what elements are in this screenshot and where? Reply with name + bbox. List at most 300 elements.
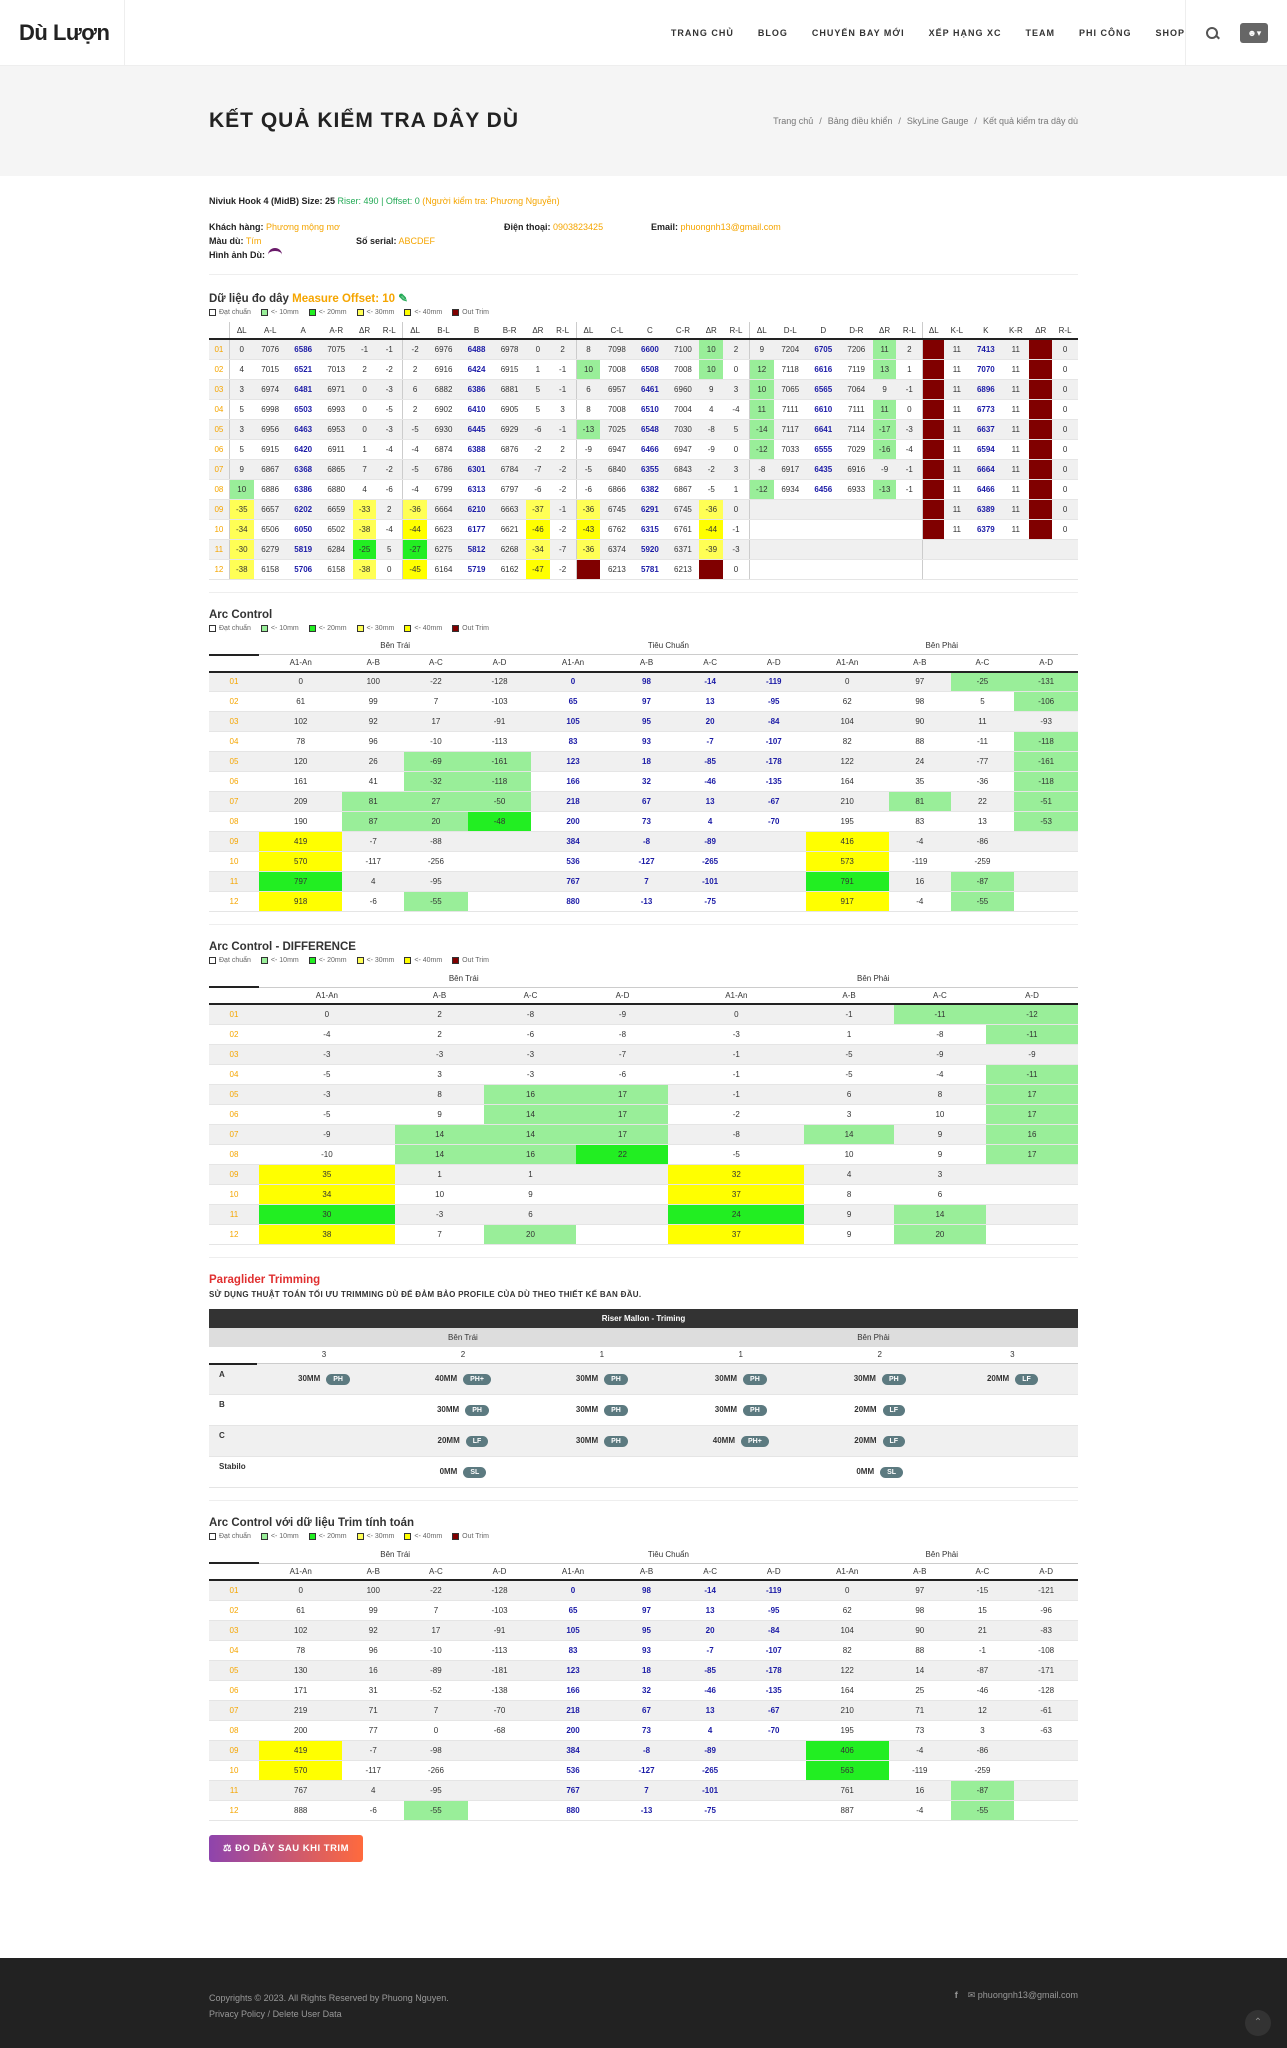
table-cell: -17 [873, 419, 897, 439]
table-cell: 11 [944, 419, 969, 439]
table-cell: 11 [1002, 359, 1029, 379]
table-cell: 22 [951, 792, 1015, 812]
table-cell: 6213 [666, 559, 699, 579]
trim-badge: PH [604, 1405, 628, 1416]
table-cell: -69 [404, 752, 468, 772]
table-cell [1002, 539, 1029, 559]
table-cell: 8 [576, 399, 600, 419]
table-cell: 17 [404, 1620, 468, 1640]
table-row [209, 499, 1078, 519]
table-cell: 0 [723, 439, 749, 459]
edit-icon[interactable]: ✎ [398, 293, 408, 305]
table-cell: 6623 [427, 519, 460, 539]
table-cell: 67 [615, 792, 679, 812]
table-row [209, 1004, 1078, 1024]
table-cell: 9 [894, 1124, 986, 1144]
table-cell [1029, 339, 1052, 359]
table-cell: 6463 [287, 419, 320, 439]
table-cell: 6210 [460, 499, 493, 519]
table-cell: 10 [699, 359, 723, 379]
table-cell: 83 [531, 732, 614, 752]
table-cell: -43 [576, 519, 600, 539]
table-cell: -75 [678, 1800, 742, 1820]
table-cell: 24 [889, 752, 951, 772]
table-cell: -14 [678, 672, 742, 692]
empty-header [209, 1347, 257, 1364]
table-header-row [209, 655, 1078, 672]
table-cell: 917 [806, 892, 889, 912]
table-cell: 1 [526, 359, 550, 379]
table-cell: 6521 [287, 359, 320, 379]
table-cell: 82 [806, 732, 889, 752]
table-cell: 03 [209, 712, 259, 732]
table-cell: 166 [531, 772, 614, 792]
table-cell: 65 [531, 692, 614, 712]
table-cell: 123 [531, 1660, 614, 1680]
table-cell: 20 [678, 712, 742, 732]
table-cell: 78 [259, 1640, 342, 1660]
nav-item[interactable]: XẾP HẠNG XC [928, 28, 1002, 38]
table-cell: 4 [342, 872, 404, 892]
table-cell: 02 [209, 1024, 259, 1044]
table-cell: 573 [806, 852, 889, 872]
trim-row [209, 1426, 1078, 1457]
table-cell: 7025 [600, 419, 633, 439]
table-cell: 888 [259, 1800, 342, 1820]
search-icon[interactable] [1205, 26, 1219, 40]
table-cell: 09 [209, 1740, 259, 1760]
trim-row-label: Stabilo [209, 1457, 257, 1488]
table-cell: 83 [531, 1640, 614, 1660]
group-header: Bên Phải [806, 1546, 1078, 1563]
table-cell: 62 [806, 692, 889, 712]
table-cell: -5 [804, 1044, 894, 1064]
table-cell: 11 [944, 519, 969, 539]
table-cell: 7 [615, 872, 679, 892]
color-value: Tím [245, 236, 262, 246]
table-cell: 7 [404, 692, 468, 712]
table-cell: 97 [889, 672, 951, 692]
table-cell: 02 [209, 359, 229, 379]
table-cell: 0 [353, 399, 377, 419]
table-cell: -127 [615, 1760, 679, 1780]
table-cell: -3 [259, 1044, 395, 1064]
site-logo[interactable]: Dù Lượn [0, 0, 125, 66]
table-cell: 26 [342, 752, 404, 772]
table-cell: 161 [259, 772, 342, 792]
table-row [209, 1640, 1078, 1660]
table-row [209, 1044, 1078, 1064]
table-cell: -11 [986, 1064, 1078, 1084]
table-cell: 18 [615, 1660, 679, 1680]
table-cell [1014, 892, 1078, 912]
left-side-header: Bên Trái [257, 1328, 669, 1347]
table-cell: 5 [526, 379, 550, 399]
legend-item [309, 1533, 347, 1540]
table-cell: -138 [468, 1680, 532, 1700]
table-cell: 218 [531, 792, 614, 812]
table-row [209, 1780, 1078, 1800]
table-cell: 171 [259, 1680, 342, 1700]
table-cell: -161 [468, 752, 532, 772]
table-cell [468, 1760, 532, 1780]
table-cell: 6971 [320, 379, 353, 399]
table-cell: 32 [615, 772, 679, 792]
table-cell: 02 [209, 692, 259, 712]
table-cell: -4 [723, 399, 749, 419]
table-cell: -5 [259, 1104, 395, 1124]
table-cell: -55 [951, 1800, 1015, 1820]
table-cell: 5 [229, 399, 253, 419]
column-header: A-L [254, 322, 287, 339]
table-cell: -113 [468, 1640, 532, 1660]
table-cell: -89 [678, 1740, 742, 1760]
table-cell: -3 [259, 1084, 395, 1104]
table-row [209, 419, 1078, 439]
table-cell: -70 [742, 1720, 806, 1740]
table-cell [699, 559, 723, 579]
table-cell: 0 [1052, 519, 1078, 539]
trim-col-header: 2 [391, 1347, 535, 1364]
glider-thumbnail[interactable] [268, 248, 282, 258]
nav-item[interactable]: CHUYẾN BAY MỚI [811, 28, 905, 38]
table-cell [576, 1224, 668, 1244]
group-header-row [209, 1546, 1078, 1563]
legend-swatch [261, 1533, 268, 1540]
table-cell: 104 [806, 712, 889, 732]
trim-value: 20MM [854, 1404, 877, 1414]
legend-item [452, 957, 489, 964]
table-cell: 03 [209, 379, 229, 399]
table-cell: 96 [342, 1640, 404, 1660]
table-cell: -7 [342, 1740, 404, 1760]
table-cell: 767 [531, 1780, 614, 1800]
column-header: A-D [576, 987, 668, 1004]
table-cell: -1 [723, 519, 749, 539]
empty-header [209, 987, 259, 1004]
table-cell: -5 [699, 479, 723, 499]
table-cell: -3 [668, 1024, 804, 1044]
facebook-icon[interactable]: f [954, 1990, 958, 2000]
table-cell: 08 [209, 479, 229, 499]
table-cell: 10 [749, 379, 773, 399]
table-cell: 92 [342, 1620, 404, 1640]
table-cell: -44 [699, 519, 723, 539]
table-cell: 93 [615, 1640, 679, 1660]
legend-swatch [357, 625, 364, 632]
table-cell: 6313 [460, 479, 493, 499]
table-cell: 7098 [600, 339, 633, 359]
legend [209, 1533, 1078, 1540]
table-cell: -32 [404, 772, 468, 792]
legend-label: <- 10mm [270, 957, 299, 964]
table-cell: -4 [376, 519, 402, 539]
table-row [209, 752, 1078, 772]
table-cell: 219 [259, 1700, 342, 1720]
table-cell: -4 [889, 1740, 951, 1760]
legend-swatch [357, 309, 364, 316]
table-cell: 03 [209, 1044, 259, 1064]
column-header: ΔR [873, 322, 897, 339]
trim-cell [947, 1395, 1078, 1426]
table-row [209, 1600, 1078, 1620]
nav-item[interactable]: TEAM [1025, 28, 1055, 38]
table-cell: 01 [209, 1004, 259, 1024]
table-cell: -8 [484, 1004, 576, 1024]
trim-badge: PH+ [741, 1436, 769, 1447]
table-cell: 570 [259, 1760, 342, 1780]
table-cell: 7030 [666, 419, 699, 439]
table-cell: 5 [723, 419, 749, 439]
breadcrumb-item[interactable]: SkyLine Gauge [906, 116, 969, 126]
breadcrumb-item[interactable]: Trang chủ [773, 116, 814, 126]
table-cell: 6594 [969, 439, 1002, 459]
table-cell: 3 [229, 419, 253, 439]
table-cell: -2 [550, 459, 576, 479]
table-cell: 0 [259, 1004, 395, 1024]
table-cell: -85 [678, 752, 742, 772]
table-cell: -10 [404, 1640, 468, 1660]
table-cell: 6956 [254, 419, 287, 439]
measure-after-trim-label: ĐO DÂY SAU KHI TRIM [235, 1842, 349, 1854]
table-cell [1014, 1800, 1078, 1820]
table-cell: -46 [678, 772, 742, 792]
table-cell: 88 [889, 732, 951, 752]
right-side-header: Bên Phải [669, 1328, 1078, 1347]
table-cell: 17 [404, 712, 468, 732]
diff-table [209, 970, 1078, 1245]
table-cell: 7111 [840, 399, 873, 419]
table-cell: 200 [259, 1720, 342, 1740]
table-cell: 2 [395, 1024, 485, 1044]
table-cell: 10 [209, 519, 229, 539]
table-cell: 1 [353, 439, 377, 459]
legend-item [404, 957, 442, 964]
table-row [209, 812, 1078, 832]
table-cell: 62 [806, 1600, 889, 1620]
table-row [209, 359, 1078, 379]
table-cell [923, 459, 945, 479]
table-cell: -9 [986, 1044, 1078, 1064]
table-cell: 5 [526, 399, 550, 419]
table-cell: -1 [896, 459, 922, 479]
table-cell: 7206 [840, 339, 873, 359]
table-cell: -51 [1014, 792, 1078, 812]
table-cell: 25 [889, 1680, 951, 1700]
table-cell: 6275 [427, 539, 460, 559]
table-cell: -52 [404, 1680, 468, 1700]
table-cell: 6974 [254, 379, 287, 399]
table-cell [468, 872, 532, 892]
table-cell: 1 [804, 1024, 894, 1044]
breadcrumb-item[interactable]: Kết quả kiểm tra dây dù [982, 116, 1078, 126]
column-header: D [807, 322, 840, 339]
table-cell: -3 [395, 1044, 485, 1064]
table-cell [986, 1184, 1078, 1204]
table-cell: 6268 [493, 539, 526, 559]
trim-badge: LF [1015, 1374, 1038, 1385]
table-row [209, 832, 1078, 852]
table-cell: -11 [951, 732, 1015, 752]
table-cell [1029, 499, 1052, 519]
table-cell: 2 [550, 339, 576, 359]
table-cell: -1 [804, 1004, 894, 1024]
table-cell: -131 [1014, 672, 1078, 692]
table-cell: 12 [749, 359, 773, 379]
breadcrumb-item[interactable]: Bảng điều khiển [827, 116, 893, 126]
table-cell: 16 [484, 1084, 576, 1104]
table-cell: 6466 [633, 439, 666, 459]
table-cell: 98 [889, 692, 951, 712]
column-header: A-C [951, 1563, 1015, 1580]
empty-header [209, 1563, 259, 1580]
table-cell: -46 [526, 519, 550, 539]
table-cell: 6867 [254, 459, 287, 479]
table-cell: 7 [353, 459, 377, 479]
column-header: A1-An [531, 655, 614, 672]
table-cell: 5812 [460, 539, 493, 559]
table-cell: 08 [209, 1720, 259, 1740]
measure-offset: Measure Offset: 10 [292, 293, 396, 305]
page-title-bar [0, 66, 1287, 176]
table-row [209, 1164, 1078, 1184]
nav-item[interactable]: BLOG [757, 28, 788, 38]
table-cell: 10 [576, 359, 600, 379]
table-cell: -108 [1014, 1640, 1078, 1660]
table-cell: -63 [1014, 1720, 1078, 1740]
trim-value: 30MM [298, 1373, 321, 1383]
table-cell: -6 [576, 1064, 668, 1084]
table-cell: -70 [468, 1700, 532, 1720]
table-cell: 6510 [633, 399, 666, 419]
table-cell: 218 [531, 1700, 614, 1720]
legend-label: <- 10mm [270, 624, 299, 632]
table-cell: -8 [668, 1124, 804, 1144]
column-header: A-D [1014, 1563, 1078, 1580]
main-nav [671, 0, 1185, 66]
table-cell: 6502 [320, 519, 353, 539]
table-cell: 96 [342, 732, 404, 752]
table-cell: -37 [526, 499, 550, 519]
table-cell: -13 [873, 479, 897, 499]
trim-header-row [209, 1309, 1078, 1328]
table-cell: -4 [889, 892, 951, 912]
table-cell: 11 [1002, 399, 1029, 419]
user-menu-button[interactable] [1240, 23, 1268, 43]
table-cell [944, 559, 969, 579]
table-cell: 164 [806, 772, 889, 792]
table-cell: -95 [404, 872, 468, 892]
table-cell: -7 [550, 539, 576, 559]
trim-cell [535, 1457, 669, 1488]
table-cell: 0 [723, 359, 749, 379]
table-cell: 6586 [287, 339, 320, 359]
trim-row-label: A [209, 1364, 257, 1395]
table-cell: 6641 [807, 419, 840, 439]
table-cell [896, 499, 922, 519]
table-row [209, 1104, 1078, 1124]
table-cell: 11 [1002, 459, 1029, 479]
column-header: ΔR [1029, 322, 1052, 339]
empty-header [209, 655, 259, 672]
legend [209, 309, 1078, 316]
legend-item [309, 625, 347, 632]
trim-value: 30MM [853, 1373, 876, 1383]
table-cell: 14 [484, 1104, 576, 1124]
nav-item[interactable]: SHOP [1155, 28, 1185, 38]
table-cell: -7 [526, 459, 550, 479]
table-cell: -70 [742, 812, 806, 832]
table-cell: -22 [404, 672, 468, 692]
table-cell: 1 [484, 1164, 576, 1184]
trim-cell [813, 1364, 947, 1395]
table-cell: 32 [668, 1164, 804, 1184]
table-cell: 6565 [807, 379, 840, 399]
trim-badge: SL [880, 1467, 903, 1478]
nav-item[interactable]: TRANG CHỦ [670, 28, 734, 38]
footer-email[interactable]: phuongnh13@gmail.com [977, 1990, 1078, 2000]
phone-value: 0903823425 [553, 222, 604, 232]
table-cell: -13 [615, 1800, 679, 1820]
column-header: A1-An [806, 1563, 889, 1580]
table-cell: 04 [209, 1064, 259, 1084]
table-cell: 10 [894, 1104, 986, 1124]
column-header: A1-An [259, 1563, 342, 1580]
back-to-top-button[interactable] [1245, 2010, 1271, 2036]
table-cell [840, 539, 873, 559]
table-cell: 6389 [969, 499, 1002, 519]
column-header: ΔR [526, 322, 550, 339]
table-cell: 6762 [600, 519, 633, 539]
table-cell: 97 [889, 1580, 951, 1600]
legend-label: <- 40mm [414, 624, 443, 632]
column-header: ΔL [923, 322, 945, 339]
legend-label: <- 40mm [414, 1533, 443, 1540]
privacy-link[interactable]: Privacy Policy [209, 2009, 266, 2019]
table-cell: 6978 [493, 339, 526, 359]
user-icon: ☻▾ [1247, 27, 1262, 38]
table-cell: 9 [894, 1144, 986, 1164]
table-cell: 6555 [807, 439, 840, 459]
table-cell: -2 [699, 459, 723, 479]
measure-after-trim-button[interactable] [209, 1835, 363, 1862]
table-cell: 6481 [287, 379, 320, 399]
legend-label: Out Trim [462, 624, 490, 632]
table-cell: 791 [806, 872, 889, 892]
trim-col-header: 3 [257, 1347, 391, 1364]
table-cell: 6865 [320, 459, 353, 479]
legend-swatch [452, 625, 459, 632]
table-cell: 6882 [427, 379, 460, 399]
table-cell: -61 [1014, 1700, 1078, 1720]
table-cell: -34 [229, 519, 253, 539]
nav-item[interactable]: PHI CÔNG [1078, 28, 1132, 38]
trim-col-row [209, 1347, 1078, 1364]
column-header: A-B [395, 987, 485, 1004]
table-cell: -171 [1014, 1660, 1078, 1680]
column-header: A-D [986, 987, 1078, 1004]
delete-data-link[interactable]: Delete User Data [272, 2009, 342, 2019]
trim-cell [669, 1364, 813, 1395]
legend-item [309, 309, 347, 316]
table-cell: 11 [1002, 419, 1029, 439]
table-cell: 87 [342, 812, 404, 832]
table-cell: 7008 [600, 359, 633, 379]
legend-swatch [309, 309, 316, 316]
table-cell: 98 [889, 1600, 951, 1620]
table-cell: 4 [678, 812, 742, 832]
table-cell [749, 519, 773, 539]
